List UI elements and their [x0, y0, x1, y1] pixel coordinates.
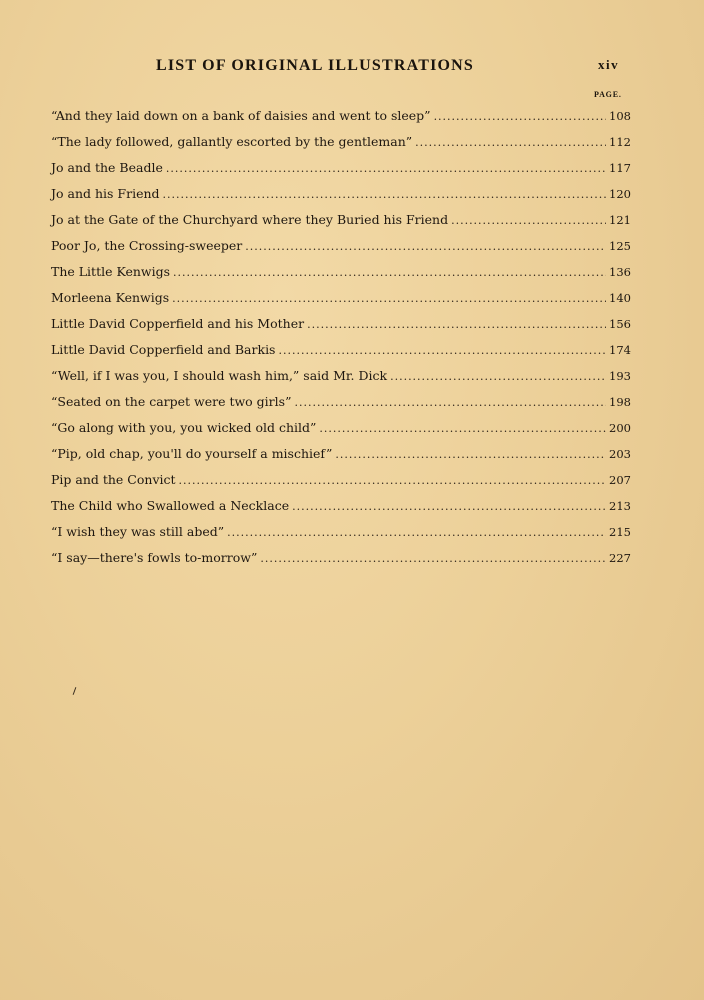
entry-title: Morleena Kenwigs: [51, 290, 170, 305]
entry-page: 213: [609, 499, 631, 513]
dot-leader: [415, 130, 606, 156]
entry-page: 193: [609, 369, 631, 383]
entry-title: Jo and the Beadle: [51, 160, 163, 175]
list-item: [51, 181, 631, 207]
entry-title: “Well, if I was you, I should wash him,” said Mr. Dick: [51, 368, 388, 383]
entry-page: 140: [609, 291, 631, 305]
entry-title: “And they laid down on a bank of daisies and went to sleep”: [51, 108, 431, 123]
list-item: [51, 285, 631, 311]
entry-page: 117: [609, 161, 631, 175]
entry-page: 227: [609, 551, 631, 565]
list-item: [51, 415, 631, 441]
list-item: [51, 337, 631, 363]
entry-page: 112: [609, 135, 631, 149]
page-column-label: PAGE.: [594, 90, 622, 99]
list-item: [51, 389, 631, 415]
list-item: [51, 233, 631, 259]
entry-title: “Go along with you, you wicked old child”: [51, 420, 317, 435]
dot-leader: [390, 364, 606, 390]
dot-leader: [163, 182, 606, 208]
entry-page: 125: [609, 239, 631, 253]
entry-page: 215: [609, 525, 631, 539]
entry-title: “I wish they was still abed”: [51, 524, 225, 539]
list-item: [51, 493, 631, 519]
dot-leader: [260, 546, 606, 572]
list-item: [51, 129, 631, 155]
entry-page: 200: [609, 421, 631, 435]
dot-leader: [319, 416, 606, 442]
list-item: [51, 103, 631, 129]
list-item: [51, 259, 631, 285]
dot-leader: [434, 104, 606, 130]
dot-leader: [166, 156, 606, 182]
dot-leader: [278, 338, 606, 364]
dot-leader: [335, 442, 606, 468]
entry-title: Jo at the Gate of the Churchyard where they Buried his Friend: [51, 212, 449, 227]
entry-page: 207: [609, 473, 631, 487]
dot-leader: [292, 494, 606, 520]
page-title: LIST OF ORIGINAL ILLUSTRATIONS: [156, 57, 475, 74]
list-item: [51, 363, 631, 389]
dot-leader: [294, 390, 606, 416]
entry-page: 108: [609, 109, 631, 123]
dot-leader: [172, 286, 606, 312]
dot-leader: [227, 520, 606, 546]
dot-leader: [173, 260, 606, 286]
entry-title: Little David Copperfield and Barkis: [51, 342, 276, 357]
entry-title: “Seated on the carpet were two girls”: [51, 394, 292, 409]
page-number: xiv: [598, 57, 620, 72]
entry-title: Pip and the Convict: [51, 472, 176, 487]
dot-leader: [245, 234, 606, 260]
entry-title: “Pip, old chap, you'll do yourself a mischief”: [51, 446, 333, 461]
dot-leader: [451, 208, 606, 234]
entry-title: Little David Copperfield and his Mother: [51, 316, 305, 331]
entry-page: 136: [609, 265, 631, 279]
entry-page: 198: [609, 395, 631, 409]
list-item: [51, 545, 631, 571]
entry-page: 156: [609, 317, 631, 331]
entry-title: The Child who Swallowed a Necklace: [51, 498, 290, 513]
entry-title: Jo and his Friend: [51, 186, 160, 201]
illustrations-list: [51, 103, 631, 571]
entry-title: “The lady followed, gallantly escorted by the gentleman”: [51, 134, 413, 149]
list-item: [51, 207, 631, 233]
dot-leader: [179, 468, 606, 494]
list-item: [51, 467, 631, 493]
list-item: [51, 519, 631, 545]
entry-title: Poor Jo, the Crossing-sweeper: [51, 238, 243, 253]
list-item: [51, 311, 631, 337]
dot-leader: [307, 312, 606, 338]
list-item: [51, 155, 631, 181]
entry-page: 174: [609, 343, 631, 357]
entry-page: 121: [609, 213, 631, 227]
entry-page: 120: [609, 187, 631, 201]
entry-page: 203: [609, 447, 631, 461]
stray-pen-mark: [73, 687, 77, 695]
entry-title: “I say—there's fowls to-morrow”: [51, 550, 258, 565]
entry-title: The Little Kenwigs: [51, 264, 171, 279]
list-item: [51, 441, 631, 467]
